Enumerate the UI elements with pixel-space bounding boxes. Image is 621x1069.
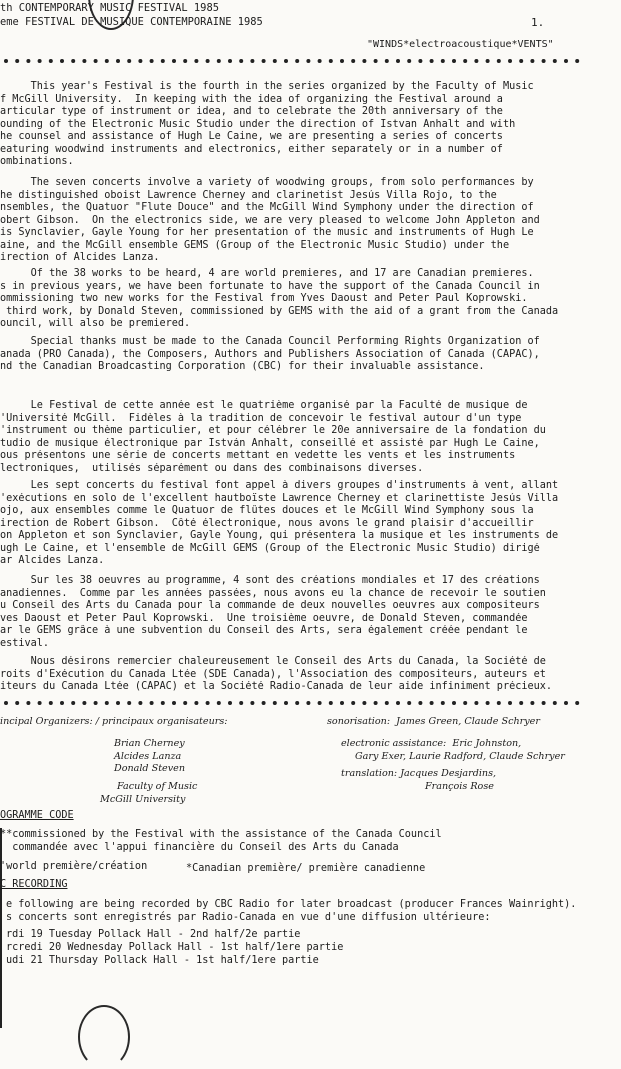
text-line: Nous désirons remercier chaleureusement le Conseil des Arts du Canada, la Société de [0,656,546,667]
text-line: he counsel and assistance of Hugh Le Caine, we are presenting a series of concerts [0,131,503,143]
divider-dot [284,59,288,63]
divider-dot [194,701,198,705]
text-line: ugh Le Caine, et l'ensemble de McGill GEMS (Group of the Electronic Music Studio) dirigé [0,542,540,554]
commissioned-note-fr: commandée avec l'appui financière du Conseil des Arts du Canada [0,842,399,853]
divider-dot [463,701,467,705]
divider-dot [385,701,389,705]
divider-dot [217,59,221,63]
text-line: ves Daoust et Peter Paul Koprowski. Une troisième oeuvre, de Donald Steven, commandée [0,612,528,624]
text-line: u Conseil des Arts du Canada pour la commande de deux nouvelles oeuvres aux compositeurs [0,600,540,612]
text-line: he distinguished oboist Lawrence Cherney and clarinetist Jesús Villa Rojo, to the [0,189,497,201]
text-line: anada (PRO Canada), the Composers, Authors and Publishers Association of Canada (CAPAC), [0,348,540,360]
text-line: lectroniques, utilisés séparément ou dans des combinaisons diverses. [0,462,424,474]
divider-dot [374,701,378,705]
divider-dot [351,701,355,705]
divider-dot [15,59,19,63]
divider-dot [553,59,557,63]
divider-dot [318,701,322,705]
text-line: nsembles, the Quatuor "Flute Douce" and the McGill Wind Symphony under the direction of [0,202,534,214]
divider-dot [497,701,501,705]
text-line: estival. [0,637,50,649]
recording-date-2: rcredi 20 Wednesday Pollack Hall - 1st half/1ere partie [6,942,344,953]
text-line: 'Université McGill. Fidèles à la tradition de concevoir le festival autour d'un type [0,412,522,424]
text-line: tudio de musique électronique par István Anhalt, conseillé et assisté par Hugh Le Caine, [0,437,540,449]
cbc-note-en: e following are being recorded by CBC Radio for later broadcast (producer Frances Wainright). [6,899,577,910]
divider-dot [15,701,19,705]
divider-dot [575,59,579,63]
divider-dot [60,701,64,705]
text-line: ouncil, will also be premiered. [0,318,191,330]
text-line: Of the 38 works to be heard, 4 are world premieres, and 17 are Canadian premieres. [0,268,534,279]
divider-dot [250,701,254,705]
text-line: is Synclavier, Gayle Young for her presentation of the music and instruments of Hugh Le [0,227,534,239]
divider-dot [329,59,333,63]
divider-dot [262,701,266,705]
divider-dot [228,701,232,705]
divider-dot [385,59,389,63]
divider-dot [161,59,165,63]
divider-dot [183,701,187,705]
text-line: ounding of the Electronic Music Studio under the direction of Istvan Anhalt and with [0,118,516,130]
divider-dot [340,701,344,705]
english-paragraph-4 [0,336,618,374]
text-line: f McGill University. In keeping with the idea of organizing the Festival around a [0,93,503,105]
cbc-recording-heading: C RECORDING [0,879,68,890]
divider-dot [94,59,98,63]
divider-dot [82,59,86,63]
divider-dot [194,59,198,63]
divider-dot [49,701,53,705]
divider-dot [329,701,333,705]
divider-dot [295,701,299,705]
divider-dot [239,59,243,63]
text-line: roits d'Exécution du Canada Ltée (SDE Canada), l'Association des compositeurs, auteurs et [0,668,546,680]
organizer-2: Alcides Lanza [114,751,182,762]
divider-dot [172,59,176,63]
divider-dot [217,701,221,705]
english-paragraph-3 [0,268,618,331]
divider-dot [94,701,98,705]
text-line: third work, by Donald Steven, commissioned by GEMS with the aid of a grant from the Canada [0,305,559,317]
divider-dot [418,701,422,705]
divider-dot [183,59,187,63]
divider-dot [105,701,109,705]
divider-dot [351,59,355,63]
divider-dot [172,701,176,705]
text-line: irection of Alcides Lanza. [0,252,160,264]
commissioned-note-en: **commissioned by the Festival with the assistance of the Canada Council [0,829,442,840]
divider-dot [564,701,568,705]
divider-dot [519,701,523,705]
french-paragraph-3 [0,575,618,650]
recording-date-3: udi 21 Thursday Pollack Hall - 1st half/1ere partie [6,955,319,966]
electronic-assistance-credit-2: Gary Exer, Laurie Radford, Claude Schryer [355,751,565,762]
divider-dot [553,701,557,705]
divider-dot [508,701,512,705]
english-paragraph-2 [0,177,618,265]
divider-dot [463,59,467,63]
divider-dot [150,701,154,705]
binding-hole-bottom [78,1005,130,1069]
divider-dot [318,59,322,63]
text-line: Special thanks must be made to the Canada Council Performing Rights Organization of [0,336,540,347]
divider-dot [306,701,310,705]
text-line: anadiennes. Comme par les années passées, nous avons eu la chance de recevoir le soutien [0,587,546,599]
affiliation-faculty: Faculty of Music [117,781,198,792]
divider-dot [474,59,478,63]
divider-dot [71,59,75,63]
divider-dot [430,701,434,705]
divider-dot [530,701,534,705]
divider-dot [161,701,165,705]
divider-dot [362,59,366,63]
text-line: Sur les 38 oeuvres au programme, 4 sont des créations mondiales et 17 des créations [0,575,540,586]
divider-dot [284,701,288,705]
text-line: irection de Robert Gibson. Côté électronique, nous avons le grand plaisir d'accueillir [0,517,534,529]
sonorisation-credit: sonorisation: James Green, Claude Schryer [327,716,540,727]
translation-credit-1: translation: Jacques Desjardins, [341,768,497,779]
programme-code-heading: OGRAMME CODE [0,810,74,821]
divider-dot [362,701,366,705]
text-line: eaturing woodwind instruments and electronics, either separately or in a number of [0,143,503,155]
divider-dot [452,59,456,63]
page-number: 1. [531,16,545,29]
divider-dot [4,701,8,705]
english-paragraph-1 [0,81,618,169]
divider-dot [441,701,445,705]
text-line: articular type of instrument or idea, and to celebrate the 20th anniversary of the [0,106,503,118]
divider-dot [4,59,8,63]
divider-dot [82,701,86,705]
divider-dot [407,701,411,705]
divider-dot [374,59,378,63]
divider-dot [396,701,400,705]
text-line: ommissioning two new works for the Festival from Yves Daoust and Peter Paul Koprowski. [0,293,528,305]
divider-dot [49,59,53,63]
text-line: s in previous years, we have been fortunate to have the support of the Canada Council in [0,280,540,292]
organizers-label: incipal Organizers: / principaux organisateurs: [0,716,228,727]
text-line: iteurs du Canada Ltée (CAPAC) et la Société Radio-Canada de leur aide infiniment précieux. [0,681,553,693]
text-line: ombinations. [0,156,74,168]
divider-dot [575,701,579,705]
divider-dot [60,59,64,63]
divider-dot [295,59,299,63]
text-line: ous présentons une série de concerts mettant en vedette les vents et les instruments [0,450,516,462]
divider-dot [239,701,243,705]
cbc-note-fr: s concerts sont enregistrés par Radio-Canada en vue d'une diffusion ultérieure: [6,912,491,923]
divider-dot [396,59,400,63]
divider-dot [71,701,75,705]
divider-dot [38,59,42,63]
divider-dot [273,701,277,705]
divider-dot [138,59,142,63]
text-line: The seven concerts involve a variety of woodwing groups, from solo performances by [0,177,534,188]
divider-dot [262,59,266,63]
divider-dot [564,59,568,63]
french-paragraph-1 [0,400,618,475]
divider-dot [519,59,523,63]
divider-dot [474,701,478,705]
text-line: ar Alcides Lanza. [0,555,105,567]
organizer-3: Donald Steven [114,763,186,774]
text-line: nd the Canadian Broadcasting Corporation (CBC) for their invaluable assistance. [0,361,485,373]
divider-dot [452,701,456,705]
divider-dot [508,59,512,63]
divider-dot [542,701,546,705]
electronic-assistance-credit-1: electronic assistance: Eric Johnston, [341,738,522,749]
world-premiere-note: 'world première/création [0,861,148,872]
divider-dot [38,701,42,705]
french-paragraph-4 [0,656,618,694]
dotted-divider-top [2,56,592,66]
dotted-divider-bottom [2,698,592,708]
text-line: This year's Festival is the fourth in the series organized by the Faculty of Music [0,81,534,92]
divider-dot [542,59,546,63]
divider-dot [26,59,30,63]
divider-dot [441,59,445,63]
recording-date-1: rdi 19 Tuesday Pollack Hall - 2nd half/2e partie [6,929,301,940]
divider-dot [206,701,210,705]
divider-dot [116,59,120,63]
divider-dot [150,59,154,63]
text-line: on Appleton et son Synclavier, Gayle Young, qui présentera la musique et les instruments de [0,530,559,542]
festival-title-en: th CONTEMPORARY MUSIC FESTIVAL 1985 [0,2,219,14]
divider-dot [486,59,490,63]
french-paragraph-2 [0,480,618,568]
festival-subtitle: "WINDS*electroacoustique*VENTS" [367,39,554,50]
divider-dot [228,59,232,63]
text-line: aine, and the McGill ensemble GEMS (Group of the Electronic Music Studio) under the [0,239,510,251]
divider-dot [206,59,210,63]
canadian-premiere-note: *Canadian première/ première canadienne [186,863,426,874]
text-line: Le Festival de cette année est le quatrième organisé par la Faculté de musique de [0,400,528,411]
divider-dot [430,59,434,63]
divider-dot [486,701,490,705]
text-line: 'instrument ou thème particulier, et pour célébrer le 20e anniversaire de la fondation du [0,425,546,437]
divider-dot [26,701,30,705]
translation-credit-2: François Rose [425,781,494,792]
affiliation-university: McGill University [100,794,186,805]
text-line: obert Gibson. On the electronics side, we are very pleased to welcome John Appleton and [0,214,540,226]
divider-dot [530,59,534,63]
divider-dot [105,59,109,63]
festival-title-fr: eme FESTIVAL DE MUSIQUE CONTEMPORAINE 1985 [0,16,263,28]
text-line: ojo, aux ensembles comme le Quatuor de flûtes douces et le McGill Wind Symphony sous la [0,505,534,517]
divider-dot [273,59,277,63]
divider-dot [306,59,310,63]
divider-dot [497,59,501,63]
divider-dot [138,701,142,705]
text-line: Les sept concerts du festival font appel à divers groupes d'instruments à vent, allant [0,480,559,491]
organizer-1: Brian Cherney [114,738,185,749]
text-line: 'exécutions en solo de l'excellent hautboïste Lawrence Cherney et clarinettiste Jesús Villa [0,492,559,504]
divider-dot [407,59,411,63]
divider-dot [127,701,131,705]
divider-dot [127,59,131,63]
text-line: ar le GEMS grâce à une subvention du Conseil des Arts, sera également créée pendant le [0,625,528,637]
divider-dot [418,59,422,63]
divider-dot [250,59,254,63]
divider-dot [340,59,344,63]
divider-dot [116,701,120,705]
margin-mark [0,828,2,1028]
